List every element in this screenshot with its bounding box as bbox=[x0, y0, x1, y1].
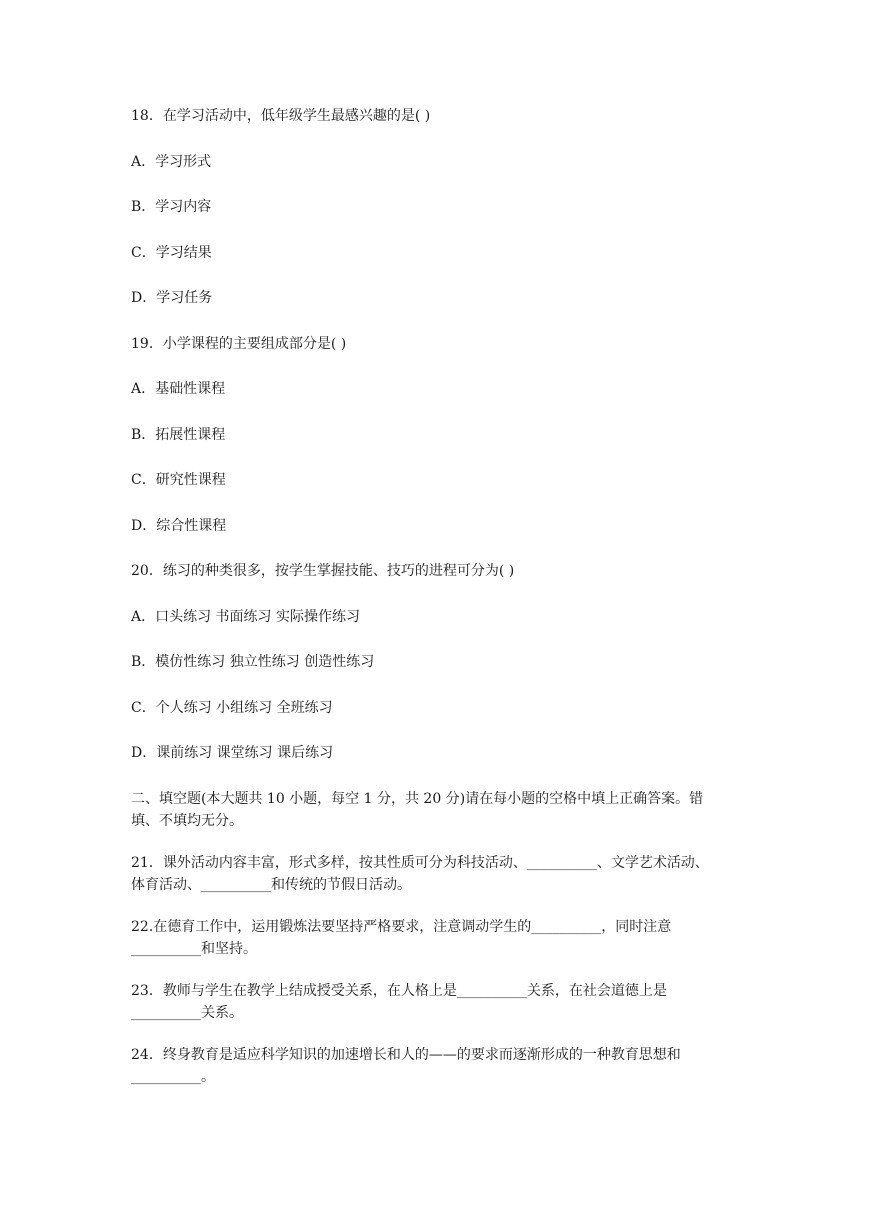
document-page bbox=[131, 105, 746, 1088]
question-21-line-2: 体育活动、__________和传统的节假日活动。 bbox=[131, 876, 411, 893]
question-21 bbox=[131, 852, 746, 896]
question-18-option-b: B．学习内容 bbox=[131, 199, 212, 215]
question-20-option-a: A．口头练习 书面练习 实际操作练习 bbox=[131, 608, 361, 625]
question-20-option-d: D．课前练习 课堂练习 课后练习 bbox=[131, 745, 334, 761]
question-18-stem: 18．在学习活动中，低年级学生最感兴趣的是( ) bbox=[131, 108, 431, 124]
question-19-option-d: D．综合性课程 bbox=[131, 517, 227, 534]
question-20-stem: 20．练习的种类很多，按学生掌握技能、技巧的进程可分为( ) bbox=[131, 563, 515, 579]
section-2-heading-line-1: 二、填空题(本大题共 10 小题，每空 1 分，共 20 分)请在每小题的空格中填上正确答案。错 bbox=[131, 790, 704, 807]
question-24-line-1: 24．终身教育是适应科学知识的加速增长和人的——的要求而逐渐形成的一种教育思想和 bbox=[131, 1046, 681, 1063]
question-18-option-c: C．学习结果 bbox=[131, 244, 212, 261]
question-23 bbox=[131, 980, 746, 1024]
section-2-heading bbox=[131, 788, 746, 832]
question-22-line-1: 22.在德育工作中，运用锻炼法要坚持严格要求，注意调动学生的__________，同时注意 bbox=[131, 918, 672, 935]
question-19-option-a: A．基础性课程 bbox=[131, 381, 226, 397]
question-20-option-c: C．个人练习 小组练习 全班练习 bbox=[131, 699, 333, 716]
question-24-line-2: __________。 bbox=[131, 1068, 215, 1085]
question-24 bbox=[131, 1044, 746, 1088]
question-18-option-a: A．学习形式 bbox=[131, 153, 212, 170]
question-22 bbox=[131, 916, 746, 960]
question-19-stem: 19．小学课程的主要组成部分是( ) bbox=[131, 335, 347, 352]
question-20-option-b: B．模仿性练习 独立性练习 创造性练习 bbox=[131, 654, 375, 670]
question-19-option-b: B．拓展性课程 bbox=[131, 426, 226, 443]
question-18-option-d: D．学习任务 bbox=[131, 290, 213, 306]
question-23-line-2: __________关系。 bbox=[131, 1004, 243, 1021]
question-21-line-1: 21．课外活动内容丰富，形式多样，按其性质可分为科技活动、__________、文学艺术活动、 bbox=[131, 854, 709, 871]
question-23-line-1: 23．教师与学生在教学上结成授受关系，在人格上是__________关系，在社会道德上是 bbox=[131, 982, 667, 999]
question-19-option-c: C．研究性课程 bbox=[131, 472, 226, 488]
question-22-line-2: __________和坚持。 bbox=[131, 940, 257, 957]
section-2-heading-line-2: 填、不填均无分。 bbox=[131, 812, 243, 829]
